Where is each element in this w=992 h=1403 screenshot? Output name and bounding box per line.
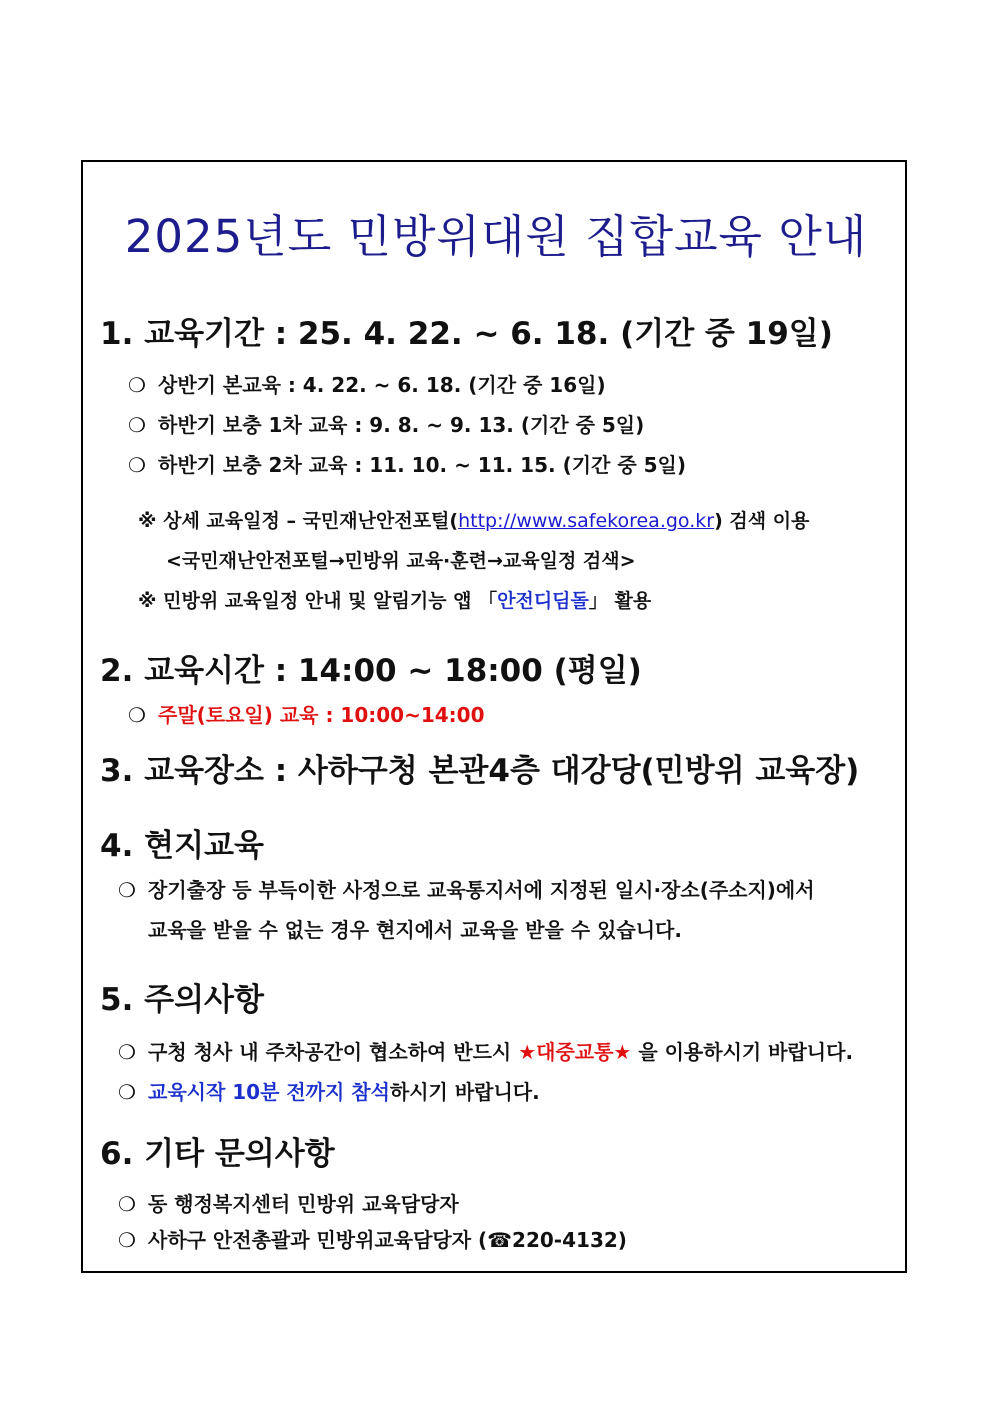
caution-text: 을 이용하시기 바랍니다.	[631, 1040, 854, 1064]
list-item	[128, 411, 644, 439]
section-6-heading: 6. 기타 문의사항	[100, 1136, 335, 1172]
list-item	[118, 876, 815, 904]
section-3-heading: 3. 교육장소 : 사하구청 본관4층 대강당(민방위 교육장)	[100, 753, 860, 789]
circle-bullet-icon: ❍	[118, 1192, 136, 1216]
onsite-line-2: 교육을 받을 수 없는 경우 현지에서 교육을 받을 수 있습니다.	[148, 918, 682, 942]
list-item	[128, 701, 485, 729]
onsite-line-1: 장기출장 등 부득이한 사정으로 교육통지서에 지정된 일시·장소(주소지)에서	[148, 878, 815, 902]
circle-bullet-icon: ❍	[118, 878, 136, 902]
note-text: 민방위 교육일정 안내 및 알림기능 앱 「	[163, 590, 498, 612]
list-item	[118, 1078, 540, 1106]
contact-dong-office: 동 행정복지센터 민방위 교육담당자	[148, 1192, 459, 1216]
circle-bullet-icon: ❍	[118, 1080, 136, 1104]
circle-bullet-icon: ❍	[128, 703, 146, 727]
list-item	[118, 1038, 853, 1066]
caution-text: 하시기 바랍니다.	[389, 1080, 540, 1104]
note-app	[138, 587, 651, 615]
section-4-heading: 4. 현지교육	[100, 828, 264, 864]
section-2-heading: 2. 교육시간 : 14:00 ~ 18:00 (평일)	[100, 653, 642, 689]
note-text: ) 검색 이용	[714, 510, 810, 532]
reference-mark: ※	[138, 510, 157, 532]
period-first-half: 상반기 본교육 : 4. 22. ~ 6. 18. (기간 중 16일)	[158, 373, 606, 397]
list-item	[128, 451, 686, 479]
period-second-half-2: 하반기 보충 2차 교육 : 11. 10. ~ 11. 15. (기간 중 5일)	[158, 453, 686, 477]
note-text: 상세 교육일정 – 국민재난안전포털(	[163, 510, 459, 532]
list-item	[128, 371, 606, 399]
note-text: 」 활용	[588, 590, 652, 612]
circle-bullet-icon: ❍	[118, 1040, 136, 1064]
note-schedule-portal	[138, 507, 809, 535]
caution-text: 구청 청사 내 주차공간이 협소하여 반드시	[148, 1040, 519, 1064]
circle-bullet-icon: ❍	[128, 373, 146, 397]
note-navigation-path: <국민재난안전포털→민방위 교육·훈련→교육일정 검색>	[166, 550, 636, 572]
list-item	[118, 1190, 459, 1218]
section-1-heading: 1. 교육기간 : 25. 4. 22. ~ 6. 18. (기간 중 19일)	[100, 316, 833, 352]
circle-bullet-icon: ❍	[128, 453, 146, 477]
app-name: 안전디딤돌	[497, 590, 589, 612]
arrival-highlight: 교육시작 10분 전까지 참석	[148, 1080, 390, 1104]
contact-gu-office: 사하구 안전총괄과 민방위교육담당자 (☎220-4132)	[148, 1228, 627, 1252]
weekend-schedule: 주말(토요일) 교육 : 10:00~14:00	[158, 703, 485, 727]
section-5-heading: 5. 주의사항	[100, 982, 264, 1018]
reference-mark: ※	[138, 590, 157, 612]
list-item	[118, 1226, 627, 1254]
circle-bullet-icon: ❍	[128, 413, 146, 437]
document-title: 2025년도 민방위대원 집합교육 안내	[124, 210, 868, 263]
public-transport-highlight: ★대중교통★	[518, 1040, 632, 1064]
circle-bullet-icon: ❍	[118, 1228, 136, 1252]
period-second-half-1: 하반기 보충 1차 교육 : 9. 8. ~ 9. 13. (기간 중 5일)	[158, 413, 645, 437]
safekorea-link[interactable]: http://www.safekorea.go.kr	[458, 510, 715, 532]
